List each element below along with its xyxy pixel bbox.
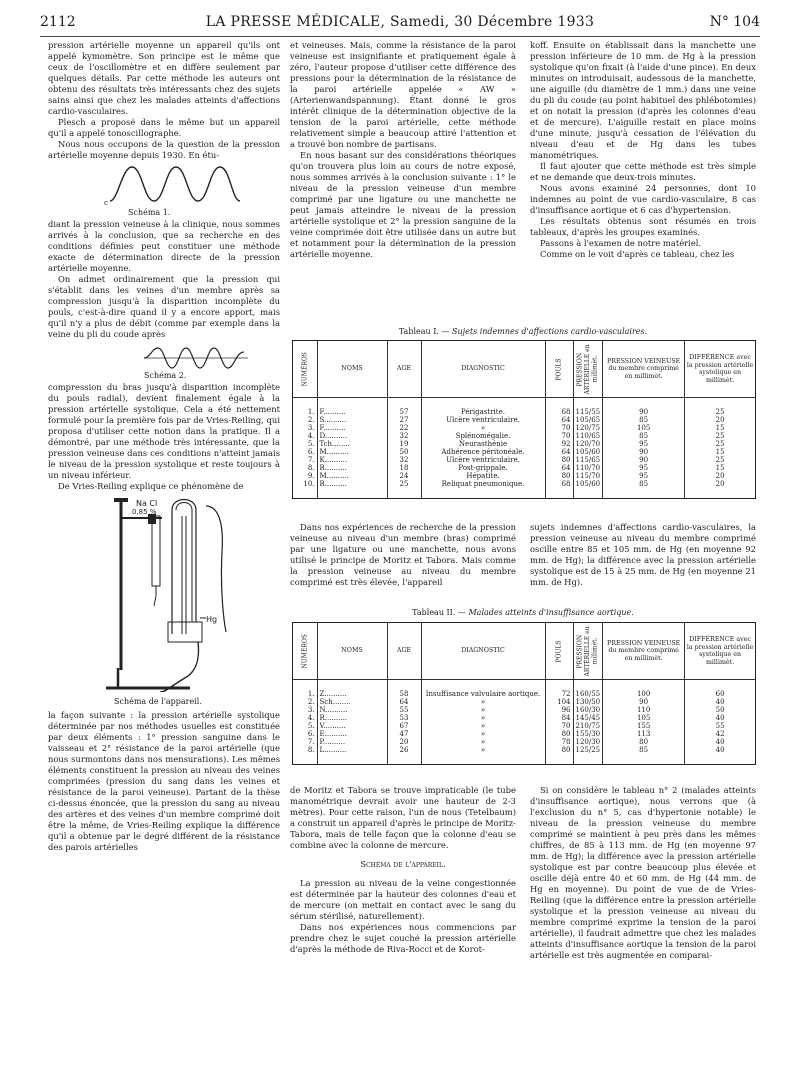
table-cell: 26 bbox=[387, 746, 421, 754]
table-cell: 5. bbox=[293, 440, 317, 448]
table-cell: F.......... bbox=[317, 408, 387, 416]
table-row bbox=[293, 456, 755, 464]
sine-wave-1 bbox=[48, 161, 280, 207]
table-cell: 20 bbox=[387, 738, 421, 746]
paragraph: Nous avons examiné 24 personnes, dont 10 indemnes au point de vue cardio-vasculaire, 8 cas d'insuffisance aortique et 6 cas d'hypertension. bbox=[530, 183, 756, 215]
table-cell: 5. bbox=[293, 722, 317, 730]
table-cell: 115/70 bbox=[573, 472, 603, 480]
table-cell: Hépatite. bbox=[421, 472, 545, 480]
table-cell: 110/70 bbox=[573, 464, 603, 472]
table-cell: 105/65 bbox=[573, 416, 603, 424]
column-header: PRESSION ARTÉRIELLE en millimèt. bbox=[573, 341, 603, 398]
table-cell: 22 bbox=[387, 424, 421, 432]
table-cell: 70 bbox=[545, 432, 573, 440]
table-cell: Adhérence péritonéale. bbox=[421, 448, 545, 456]
table-cell: 20 bbox=[715, 416, 725, 424]
table-row bbox=[293, 440, 755, 448]
paragraph: De Vries-Reiling explique ce phénomène de bbox=[58, 481, 244, 491]
table-cell: 80 bbox=[603, 738, 685, 746]
table-cell: 105/60 bbox=[573, 480, 603, 488]
paragraph: Il faut ajouter que cette méthode est très simple et ne demande que deux-trois minutes. bbox=[530, 161, 756, 182]
table-cell: 92 bbox=[545, 440, 573, 448]
table-cell: 110/65 bbox=[573, 432, 603, 440]
table-cell: 90 bbox=[603, 698, 685, 706]
table-cell: 85 bbox=[603, 480, 685, 488]
table-cell: 40 bbox=[715, 714, 725, 722]
table-cell: 78 bbox=[545, 738, 573, 746]
paragraph: compression du bras jusqu'à disparition incomplète du pouls radial), devient finalement égale à la pression artérielle systolique. Cela a été nettement formulé pour la première fois par de Vries-Reiling, qui proposa d'utiliser cette notion dans la pratique. Il a démontré, par une méthode très intéressante, que la pression veineuse dans ces conditions n'atteint jamais le niveau de la pression systolique et reste toujours à un niveau inférieur. bbox=[48, 382, 280, 480]
table-cell: 115/65 bbox=[573, 456, 603, 464]
label-percent: 0,85 % bbox=[132, 508, 157, 516]
paragraph: pression artérielle moyenne un appareil qu'ils ont appelé kymomètre. Son principe est le même que ceux de l'oscillomètre et en diffère seulement par quelques détails. Par cette méthode les auteurs ont obtenu des résultats très intéressants chez des sujets sains ainsi que chez les malades atteints d'affections cardio-vasculaires. bbox=[48, 40, 280, 116]
table-cell: 160/55 bbox=[573, 690, 603, 698]
paragraph: Nous nous occupons de la question de la pression artérielle moyenne depuis 1930. En étu- bbox=[48, 139, 280, 160]
paragraph: Dans nos expériences nous commencions par prendre chez le sujet couché la pression artérielle d'après la méthode de Riva-Rocci et de Korot- bbox=[290, 922, 516, 954]
figure-schema-1 bbox=[48, 161, 280, 219]
column-header: DIFFÉRENCE avec la pression artérielle systolique en millimèt. bbox=[685, 341, 755, 398]
table-cell: V.......... bbox=[317, 722, 387, 730]
column-header: NUMÉROS bbox=[293, 623, 317, 680]
table-row bbox=[293, 408, 755, 416]
column-1 bbox=[48, 40, 280, 853]
table-cell: 85 bbox=[603, 416, 685, 424]
caption-title: Malades atteints d'insuffisance aortique. bbox=[468, 608, 634, 617]
table-cell: 20 bbox=[715, 472, 725, 480]
table-cell: 40 bbox=[715, 738, 725, 746]
table-header-row bbox=[293, 623, 755, 680]
table-cell: S.......... bbox=[317, 416, 387, 424]
table-cell: 4. bbox=[293, 432, 317, 440]
table-cell: 95 bbox=[603, 464, 685, 472]
table-cell: F.......... bbox=[317, 424, 387, 432]
table-cell: 105 bbox=[603, 424, 685, 432]
table-cell: 145/45 bbox=[573, 714, 603, 722]
table-cell: 84 bbox=[545, 714, 573, 722]
table-2-caption bbox=[290, 608, 756, 617]
paragraph: La pression au niveau de la veine congestionnée est déterminée par la hauteur des colonnes d'eau et de mercure (on mettait en contact avec le sang du sérum stérilisé, naturellement). bbox=[290, 878, 516, 921]
table-cell: 90 bbox=[603, 408, 685, 416]
table-cell: 160/30 bbox=[573, 706, 603, 714]
section-heading: Schéma de l'appareil. bbox=[360, 859, 446, 869]
column-header: PRESSION VEINEUSE du membre comprimé en millimèt. bbox=[603, 623, 685, 680]
paragraph: Si on considère le tableau n° 2 (malades atteints d'insuffisance aortique), nous verrons que (à l'exclusion du n° 5, cas d'hypertonie notable) le niveau de la pression veineuse du membre comprimé se maintient à peu près dans les mêmes chiffres, de 85 à 113 mm. de Hg (en moyenne 97 mm. de Hg); la différence avec la pression artérielle systolique est par contre beaucoup plus élevée et oscille déjà entre 40 et 60 mm. de Hg (44 mm. de Hg en moyenne). Du point de vue de de Vries-Reiling (que la différence entre la pression artérielle systolique et la pression veineuse au niveau du membre comprimé exprime la tension de la paroi artérielle), il faudrait admettre que chez les malades atteints d'insuffisance aortique la tension de la paroi artérielle est très augmentée en comparai- bbox=[530, 785, 756, 960]
table-cell: 25 bbox=[715, 456, 725, 464]
table-cell: 2. bbox=[293, 698, 317, 706]
paragraph: En nous basant sur des considérations théoriques qu'on trouvera plus loin au cours de notre exposé, nous sommes arrivés à la conclusion suivante : 1° le niveau de la pression veineuse d'un membre comprimé par une ligature ou une manchette ne peut jamais atteindre le niveau de la pression artérielle systolique et 2° la pression sanguine de la veine comprimée doit être utilisée dans un autre but et notamment pour la détermination de la pression artérielle moyenne. bbox=[290, 150, 516, 259]
table-row bbox=[293, 690, 755, 698]
table-cell: 113 bbox=[603, 730, 685, 738]
sine-wave-2 bbox=[48, 340, 280, 372]
paragraph: diant la pression veineuse à la clinique, nous sommes arrivés à la conclusion, que sa recherche en des conditions définies peut constituer une méthode exacte de détermination directe de la pression artérielle moyenne. bbox=[48, 219, 280, 273]
table-row bbox=[293, 730, 755, 738]
table-cell: 155/30 bbox=[573, 730, 603, 738]
table-cell: 32 bbox=[387, 432, 421, 440]
column-2-top bbox=[290, 40, 516, 260]
table-cell: 80 bbox=[545, 746, 573, 754]
table-cell: 55 bbox=[387, 706, 421, 714]
table-row bbox=[293, 432, 755, 440]
table-cell: » bbox=[421, 714, 545, 722]
table-cell: 1. bbox=[293, 408, 317, 416]
paragraph: sujets indemnes d'affections cardio-vasculaires, la pression veineuse au niveau du membre comprimé oscille entre 85 et 105 mm. de Hg (en moyenne 92 mm. de Hg); la différence avec la pression artérielle systolique est de 15 à 25 mm. de Hg (en moyenne 21 mm. de Hg). bbox=[530, 522, 756, 587]
table-cell: 8. bbox=[293, 746, 317, 754]
svg-text:c: c bbox=[104, 199, 108, 207]
table-cell: 50 bbox=[387, 448, 421, 456]
table-cell: 64 bbox=[387, 698, 421, 706]
table-cell: 90 bbox=[603, 456, 685, 464]
table-cell: 15 bbox=[715, 448, 725, 456]
column-header: NOMS bbox=[317, 341, 387, 398]
table-row bbox=[293, 464, 755, 472]
caption-title: Sujets indemnes d'affections cardio-vasculaires. bbox=[452, 327, 648, 336]
table-cell: 80 bbox=[545, 472, 573, 480]
table-cell: Insuffisance valvulaire aortique. bbox=[421, 690, 545, 698]
table-cell: 58 bbox=[387, 690, 421, 698]
apparatus-drawing bbox=[48, 492, 280, 692]
label-nacl: Na Cl bbox=[136, 499, 158, 508]
table-cell: 55 bbox=[715, 722, 725, 730]
page-header bbox=[40, 14, 760, 34]
table-cell: 120/30 bbox=[573, 738, 603, 746]
table-cell: 2. bbox=[293, 416, 317, 424]
table-cell: » bbox=[421, 424, 545, 432]
table-cell: 25 bbox=[387, 480, 421, 488]
table-cell: E.......... bbox=[317, 730, 387, 738]
table-row bbox=[293, 706, 755, 714]
caption-prefix: Tableau I. — bbox=[398, 327, 450, 336]
table-cell: 104 bbox=[545, 698, 573, 706]
table-cell: Tch........ bbox=[317, 440, 387, 448]
column-header: PRESSION VEINEUSE du membre comprimé en millimèt. bbox=[603, 341, 685, 398]
table-cell: D.......... bbox=[317, 432, 387, 440]
table-row bbox=[293, 480, 755, 488]
paragraph: Plesch a proposé dans le même but un appareil qu'il a appelé tonoscillographe. bbox=[48, 117, 280, 138]
table-cell: » bbox=[421, 738, 545, 746]
table-cell: Neurasthénie bbox=[421, 440, 545, 448]
table-cell: Splénomégalie. bbox=[421, 432, 545, 440]
figure-caption: Schéma 2. bbox=[144, 371, 187, 380]
table-cell: 20 bbox=[715, 480, 725, 488]
column-header: NOMS bbox=[317, 623, 387, 680]
table-header-row bbox=[293, 341, 755, 398]
table-cell: 7. bbox=[293, 456, 317, 464]
table-cell: Reliquat pneumonique. bbox=[421, 480, 545, 488]
table-cell: Z.......... bbox=[317, 690, 387, 698]
table-cell: 64 bbox=[545, 416, 573, 424]
table-cell: » bbox=[421, 746, 545, 754]
figure-schema-2 bbox=[48, 340, 280, 382]
table-cell: N.......... bbox=[317, 706, 387, 714]
figure-apparatus bbox=[48, 492, 280, 710]
table-cell: 4. bbox=[293, 714, 317, 722]
table-cell: » bbox=[421, 706, 545, 714]
table-cell: 60 bbox=[715, 690, 725, 698]
column-header: POULS bbox=[545, 341, 573, 398]
table-cell: 1. bbox=[293, 690, 317, 698]
column-header: DIAGNOSTIC bbox=[421, 623, 545, 680]
paragraph: de Moritz et Tabora se trouve impraticable (le tube manométrique devrait avoir une hauteur de 2-3 mètres). Pour cette raison, l'un de nous (Tetelbaum) a construit un appareil d'après le principe de Moritz-Tabora, mais de telle façon que la colonne d'eau se combine avec la colonne de mercure. bbox=[290, 785, 516, 850]
table-cell: 80 bbox=[545, 456, 573, 464]
table-cell: 50 bbox=[715, 706, 725, 714]
table-cell: 27 bbox=[387, 416, 421, 424]
table-cell: 120/70 bbox=[573, 440, 603, 448]
table-cell: 120/75 bbox=[573, 424, 603, 432]
column-header: NUMÉROS bbox=[293, 341, 317, 398]
table-cell: 80 bbox=[545, 730, 573, 738]
figure-caption: Schéma 1. bbox=[128, 208, 171, 217]
table-row bbox=[293, 448, 755, 456]
table-cell: 53 bbox=[387, 714, 421, 722]
table-cell: 72 bbox=[545, 690, 573, 698]
column-header: PRESSION ARTÉRIELLE en millimèt. bbox=[573, 623, 603, 680]
table-cell: 19 bbox=[387, 440, 421, 448]
table-cell: 85 bbox=[603, 746, 685, 754]
table-cell: 64 bbox=[545, 464, 573, 472]
column-header: AGE bbox=[387, 623, 421, 680]
paragraph: Comme on le voit d'après ce tableau, chez les bbox=[540, 249, 735, 259]
table-cell: 10. bbox=[293, 480, 317, 488]
table-cell: 25 bbox=[715, 408, 725, 416]
table-cell: 125/25 bbox=[573, 746, 603, 754]
table-cell: 155 bbox=[603, 722, 685, 730]
column-3-top bbox=[530, 40, 756, 260]
table-2 bbox=[292, 622, 756, 765]
table-cell: Périgastrite. bbox=[421, 408, 545, 416]
table-cell: 47 bbox=[387, 730, 421, 738]
table-cell: Sch........ bbox=[317, 698, 387, 706]
column-header: DIAGNOSTIC bbox=[421, 341, 545, 398]
header-rule bbox=[40, 36, 760, 37]
figure-caption: Schéma de l'appareil. bbox=[114, 697, 202, 706]
table-cell: 95 bbox=[603, 472, 685, 480]
paragraph: Les résultats obtenus sont résumés en trois tableaux, d'après les groupes examinés. bbox=[530, 216, 756, 237]
table-cell: » bbox=[421, 730, 545, 738]
table-cell: 96 bbox=[545, 706, 573, 714]
table-row bbox=[293, 424, 755, 432]
table-cell: » bbox=[421, 698, 545, 706]
table-cell: 6. bbox=[293, 730, 317, 738]
table-row bbox=[293, 472, 755, 480]
paragraph: et veineuses. Mais, comme la résistance de la paroi veineuse est insignifiante et pratiquement égale à zéro, l'auteur propose d'utiliser cette différence des pressions pour la détermination de la résistance de la paroi artérielle appelée « AW » (Arterienwandspannung). Étant donné le gros intérêt clinique de la détermination objective de la tension de la paroi artérielle, cette méthode relativement simple a beaucoup attiré l'attention et a trouvé bon nombre de partisans. bbox=[290, 40, 516, 149]
issue-number: N° 104 bbox=[709, 14, 760, 30]
table-cell: 95 bbox=[603, 440, 685, 448]
table-row bbox=[293, 746, 755, 754]
caption-prefix: Tableau II. — bbox=[412, 608, 466, 617]
table-row bbox=[293, 738, 755, 746]
table-row bbox=[293, 416, 755, 424]
table-cell: 68 bbox=[545, 408, 573, 416]
table-row bbox=[293, 698, 755, 706]
table-cell: 42 bbox=[715, 730, 725, 738]
table-cell: M.......... bbox=[317, 448, 387, 456]
table-cell: 115/55 bbox=[573, 408, 603, 416]
table-cell: K.......... bbox=[317, 456, 387, 464]
mid-left-text bbox=[290, 522, 516, 588]
table-cell: 25 bbox=[715, 440, 725, 448]
table-cell: L.......... bbox=[317, 746, 387, 754]
table-cell: 9. bbox=[293, 472, 317, 480]
table-cell: 68 bbox=[545, 480, 573, 488]
table-cell: 24 bbox=[387, 472, 421, 480]
table-cell: 67 bbox=[387, 722, 421, 730]
page-number: 2112 bbox=[40, 14, 76, 30]
column-2-bottom bbox=[290, 785, 516, 955]
table-cell: P.......... bbox=[317, 738, 387, 746]
table-1 bbox=[292, 340, 756, 499]
table-cell: 57 bbox=[387, 408, 421, 416]
table-cell: 130/50 bbox=[573, 698, 603, 706]
paragraph: la façon suivante : la pression artérielle systolique déterminée par nos méthodes usuelles est constituée par deux éléments : 1° pression sanguine dans le vaisseau et 2° résistance de la paroi artérielle (que nous surmontons dans nos mensurations). Les mêmes éléments constituent la pression au niveau des veines comprimées (pression du sang dans les veines et résistance de la paroi veineuse). Partant de la thèse ci-dessus énoncée, que la pression du sang au niveau des artères et des veines d'un membre comprimé doit être la même, de Vries-Reiling explique la différence qu'il a obtenue par le degré différent de la résistance des parois artérielles bbox=[48, 710, 280, 852]
table-cell: B.......... bbox=[317, 464, 387, 472]
table-cell: 40 bbox=[715, 698, 725, 706]
table-cell: M.......... bbox=[317, 472, 387, 480]
table-cell: 105/60 bbox=[573, 448, 603, 456]
table-cell: 32 bbox=[387, 456, 421, 464]
table-cell: R.......... bbox=[317, 714, 387, 722]
table-cell: 70 bbox=[545, 424, 573, 432]
table-cell: 110 bbox=[603, 706, 685, 714]
paragraph: koff. Ensuite on établissait dans la manchette une pression inférieure de 10 mm. de Hg à la pression systolique qu'on fixait (à l'aide d'une pince). En deux minutes on introduisait, audessous de la manchette, une aiguille (du diamètre de 1 mm.) dans une veine du pli du coude (au point habituel des phlébotomies) et on notait la pression (d'après les colonnes d'eau et de mercure). L'aiguille restait en place moins d'une minute, jusqu'à cessation de l'élévation du niveau d'eau et de Hg dans les tubes manométriques. bbox=[530, 40, 756, 160]
mid-right-text bbox=[530, 522, 756, 588]
table-cell: 18 bbox=[387, 464, 421, 472]
table-cell: Ulcère ventriculaire. bbox=[421, 456, 545, 464]
table-cell: 64 bbox=[545, 448, 573, 456]
column-header: AGE bbox=[387, 341, 421, 398]
table-cell: Ulcère ventriculaire. bbox=[421, 416, 545, 424]
table-cell: Post-grippale. bbox=[421, 464, 545, 472]
table-cell: 3. bbox=[293, 424, 317, 432]
table-cell: 8. bbox=[293, 464, 317, 472]
table-cell: 3. bbox=[293, 706, 317, 714]
column-3-bottom bbox=[530, 785, 756, 961]
label-hg: Hg bbox=[206, 615, 218, 624]
table-cell: 15 bbox=[715, 464, 725, 472]
table-cell: 85 bbox=[603, 432, 685, 440]
paragraph: On admet ordinairement que la pression qui s'établit dans les veines d'un membre après sa compression jusqu'à la disparition incomplète du pouls, c'est-à-dire quand il y a encore apport, mais qu'il n'y a plus de débit (comme par exemple dans la veine du pli du coude après bbox=[48, 274, 280, 339]
table-1-caption bbox=[290, 327, 756, 336]
table-cell: 210/75 bbox=[573, 722, 603, 730]
column-header: DIFFÉRENCE avec la pression artérielle systolique en millimèt. bbox=[685, 623, 755, 680]
table-cell: 40 bbox=[715, 746, 725, 754]
table-cell: » bbox=[421, 722, 545, 730]
table-cell: 7. bbox=[293, 738, 317, 746]
paragraph: Passons à l'examen de notre matériel. bbox=[540, 238, 702, 248]
table-cell: 100 bbox=[603, 690, 685, 698]
journal-title: LA PRESSE MÉDICALE, Samedi, 30 Décembre 1933 bbox=[205, 14, 595, 30]
table-cell: 90 bbox=[603, 448, 685, 456]
table-cell: 105 bbox=[603, 714, 685, 722]
column-header: POULS bbox=[545, 623, 573, 680]
table-cell: 70 bbox=[545, 722, 573, 730]
table-row bbox=[293, 714, 755, 722]
table-cell: 25 bbox=[715, 432, 725, 440]
table-cell: B.......... bbox=[317, 480, 387, 488]
table-cell: 15 bbox=[715, 424, 725, 432]
paragraph: Dans nos expériences de recherche de la pression veineuse au niveau d'un membre (bras) comprimé par une ligature ou une manchette, nous avons utilisé le principe de Moritz et Tabora. Mais comme la pression veineuse au niveau du membre comprimé est très élevée, l'appareil bbox=[290, 522, 516, 587]
table-cell: 6. bbox=[293, 448, 317, 456]
table-row bbox=[293, 722, 755, 730]
